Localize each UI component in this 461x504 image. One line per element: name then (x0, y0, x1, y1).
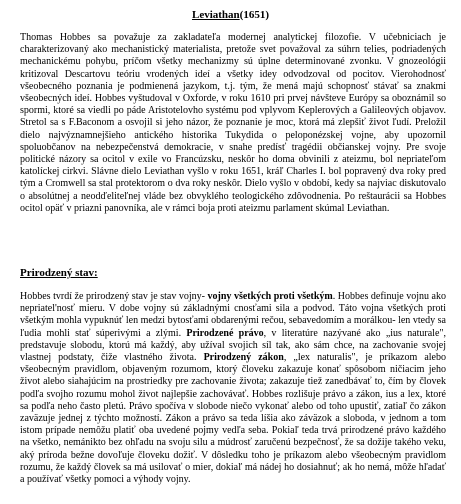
section-heading: Prirodzený stav: (20, 267, 98, 279)
text-run: Hobbes tvrdí že prirodzený stav je stav vojny- (20, 291, 208, 302)
bold-run: vojny všetkých proti všetkým (207, 291, 333, 302)
bold-run: Prirodzené právo (186, 327, 264, 339)
intro-paragraph: Thomas Hobbes sa považuje za zakladateľa modernej analytickej filozofie. V učebniciach je charakterizovaný ako mechanistický materialista, pretože svet považoval za súhrn telies, podriadených mechanickému pohybu, príčom všetky mechanizmy sú úplne determinované zvonku. V gnozeológii kritizoval Descartovu teóriu vrodených ideí a všetky idey odvodzoval od pocitov. Vierohodnosť všeobecného poznania je podmienená jazykom, t.j. tým, že mená majú schopnosť stávať sa znakmi všeobecných ideí. Hobbes vyštudoval v Oxforde, v roku 1610 pri prvej návšteve Európy sa oboznámil so spormi, ktoré sa viedli po páde Aristotelovho systému pod vplyvom Keplerových a Galileových objavov. Stretol sa s F.Baconom a osvojil si jeho názor, že poznanie je moc, ktorá má zlepšiť život ľudí. Preložil dielo najvýznamnejšieho antického historika Tukydida o peloponézskej vojne, aby upozornil spoluobčanov na nebezpečenstvá demokracie, v snahe predísť tragédii občianskej vojny. Pre svoje politické názory sa ocitol v exile vo Francúzsku, neskôr ho doma obvinili z ateizmu, bol nepriateľom katolíckej cirkvi. Slávne dielo Leviathan vyšlo v roku 1651, kráľ Charles I. bol popravený dva roky pred tým a Cromwell sa stal protektorom o dva roky neskôr. Dielo vyšlo v období, kedy sa najviac diskutovalo o absolútnej a neodďeliteľnej vláde bez obvyklého teologického zdôvodnenia. Po reštaurácii sa Hobbes ocitol opäť v priazni panovníka, ale v rámci boja proti ateizmu parlament skúmal Leviathan. (20, 32, 446, 214)
title-year: (1651) (239, 9, 269, 21)
title-underlined: Leviathan (191, 9, 240, 21)
text-run: . Hobbes definuje vojnu ako nepriatel'nosť mieru. V dobe vojny sú základnými cnosťami sila a podvod. Táto vojna všetkých proti všetkým mohla vypuknúť len medzi bytosťami obdarenými rečou, sebavedomím a morálkou- len vtedy sa ľudia mohli stať súperivými a zlými. (20, 291, 446, 339)
bold-run: Prirodzený zákon (203, 352, 284, 364)
section-paragraph (20, 291, 446, 486)
text-run: , v literatúre nazývané ako „ius naturale", predstavuje slobodu, ktorú má každý, aby užíval svojich síl tak, ako sám chce, na zachovanie svojej vlastnej podstaty, čiže vlastného života. (20, 327, 446, 364)
document-title (0, 9, 461, 22)
text-run: , „lex naturalis", je príkazom alebo všeobecným pravidlom, objaveným rozumom, ktorý človeku zakazuje konať spôsobom ničiacim jeho život alebo siahajúcim na prostriedky pre zachovanie života; zakazuje tiež zanedbávať to, čím by človek podľa svojho rozumu mohol život najlepšie zachovávať. Hobbes rozlišuje právo a zákon, ius a lex, ktoré sa podľa neho často pletú. Právo spočíva v slobode niečo vykonať alebo od toho upustiť, zatiaľ čo zákon zaväzuje jednej z týchto možností. Zákon a právo sa teda líšia ako záväzok a sloboda, v jednom a tom istom prípade nemôžu platiť oba uvedené pojmy vedľa seba. Pokiaľ teda trvá prirodzené právo každého na všetko, nemánikto bez ohľadu na svoju silu a múdrosť zaručenú bezpečnosť, že sa dožije takého veku, aký príroda bežne dovoľuje človeku dožiť. V dôsledku toho je príkazom alebo všeobecným pravidlom rozumu, že každý človek sa má usilovať o mier, dokiaľ má nádej ho dosiahnuť; ak ho nemá, môže hľadať a používať všetky pomoci a výhody vojny. (20, 352, 446, 486)
